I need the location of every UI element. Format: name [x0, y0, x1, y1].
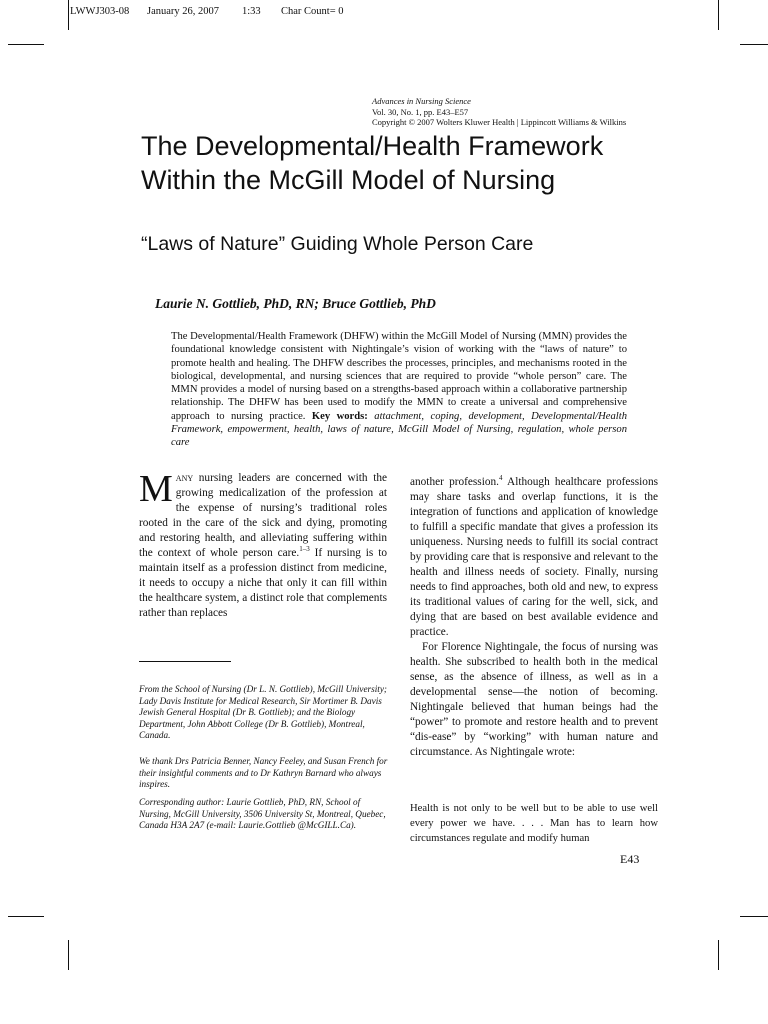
lead-word: any: [175, 472, 194, 484]
body-paragraph: For Florence Nightingale, the focus of nursing was health. She subscribed to health both in the medical sense, as the absence of illness, as well as in a developmental sense—the notion of becoming. Nightingale believed that human beings had the “power” to promote and restore health and to prevent “dis-ease” by “working” with human nature and circumstance. As Nightingale wrote:: [410, 641, 658, 758]
slug-id: LWWJ303-08: [70, 6, 130, 17]
body-text: nursing leaders are concerned with the growing medicalization of the profession at the expense of nursing’s traditional roles rooted in the care of the sick and dying, promoting and restoring health, and alleviating suffering within the context of whole person care.: [139, 472, 387, 559]
body-column-left: [139, 468, 387, 621]
page-number: E43: [620, 852, 640, 866]
crop-mark: [740, 44, 768, 45]
article-subtitle: “Laws of Nature” Guiding Whole Person Care: [141, 233, 534, 255]
journal-volume: Vol. 30, No. 1, pp. E43–E57: [372, 106, 469, 117]
slug-line: [70, 6, 344, 17]
crop-mark: [718, 0, 719, 30]
slug-time: 1:33: [242, 6, 261, 17]
slug-date: January 26, 2007: [147, 6, 220, 17]
slug-charcount: Char Count= 0: [281, 6, 344, 17]
journal-name: Advances in Nursing Science: [372, 96, 471, 106]
body-column-right: [410, 475, 658, 760]
footnote-affiliation: From the School of Nursing (Dr L. N. Gottlieb), McGill University; Lady Davis Institute for Medical Research, Sir Mortimer B. Davis Jewish General Hospital (Dr B. Gottlieb); and the Biology Department, John Abbott College (Dr B. Gottlieb), Montreal, Canada.: [139, 684, 387, 741]
crop-mark: [718, 940, 719, 970]
body-text: Although healthcare professions may share tasks and overlap functions, it is the integration of functions and application of knowledge to fulfill a specific mandate that gives a profession its uniqueness. Nursing needs to fulfill its social contract by providing care that is responsive and relevant to the health and illness needs of society. Finally, nursing needs to find approaches, both old and new, to express its traditional values of caring for the well, sick, and dying that are based on best available evidence and practice.: [410, 476, 658, 638]
crop-mark: [8, 916, 44, 917]
body-text: another profession.: [410, 476, 499, 488]
body-text: If nursing is to maintain itself as a profession distinct from medicine, it needs to occupy a niche that only it can fill within the healthcare system, a distinct role that complements rather than replaces: [139, 547, 387, 619]
abstract: [171, 330, 627, 450]
footnote-corresponding: Corresponding author: Laurie Gottlieb, PhD, RN, School of Nursing, McGill University, 3506 University St, Montreal, Quebec, Canada H3A 2A7 (e-mail: Laurie.Gottlieb @McGILL.Ca).: [139, 797, 386, 831]
journal-header: [372, 96, 672, 128]
footnote-thanks: We thank Drs Patricia Benner, Nancy Feeley, and Susan French for their insightful comments and to Dr Kathryn Barnard who always inspires.: [139, 756, 388, 790]
crop-mark: [68, 940, 69, 970]
journal-copyright: Copyright © 2007 Wolters Kluwer Health | Lippincott Williams & Wilkins: [372, 117, 627, 127]
drop-cap: M: [139, 468, 173, 510]
authors: Laurie N. Gottlieb, PhD, RN; Bruce Gottlieb, PhD: [155, 296, 436, 311]
block-quote: Health is not only to be well but to be able to use well every power we have. . . . Man has to learn how circumstances regulate and modify human: [410, 803, 658, 844]
crop-mark: [740, 916, 768, 917]
abstract-text: The Developmental/Health Framework (DHFW) within the McGill Model of Nursing (MMN) provides the foundational knowledge consistent with Nightingale’s vision of working with the “laws of nature” to promote health and healing. The DHFW describes the processes, principles, and mechanisms rooted in the biological, developmental, and nursing sciences that are required to provide “whole person” care. The MMN provides a model of nursing based on a strengths-based approach within a collaborative partnership relationship. The DHFW has been used to modify the MMN to create a universal and comprehensive approach to nursing practice.: [171, 331, 627, 422]
crop-mark: [68, 0, 69, 30]
keywords: attachment, coping, development, Developmental/Health Framework, empowerment, health, laws of nature, McGill Model of Nursing, regulation, whole person care: [171, 410, 627, 449]
footnote-rule: [139, 661, 231, 662]
keywords-label: Key words:: [311, 410, 368, 422]
reference-marker: 4: [498, 474, 503, 483]
reference-marker: 1–3: [299, 545, 310, 554]
article-title: The Developmental/Health Framework Within the McGill Model of Nursing: [141, 131, 604, 195]
crop-mark: [8, 44, 44, 45]
